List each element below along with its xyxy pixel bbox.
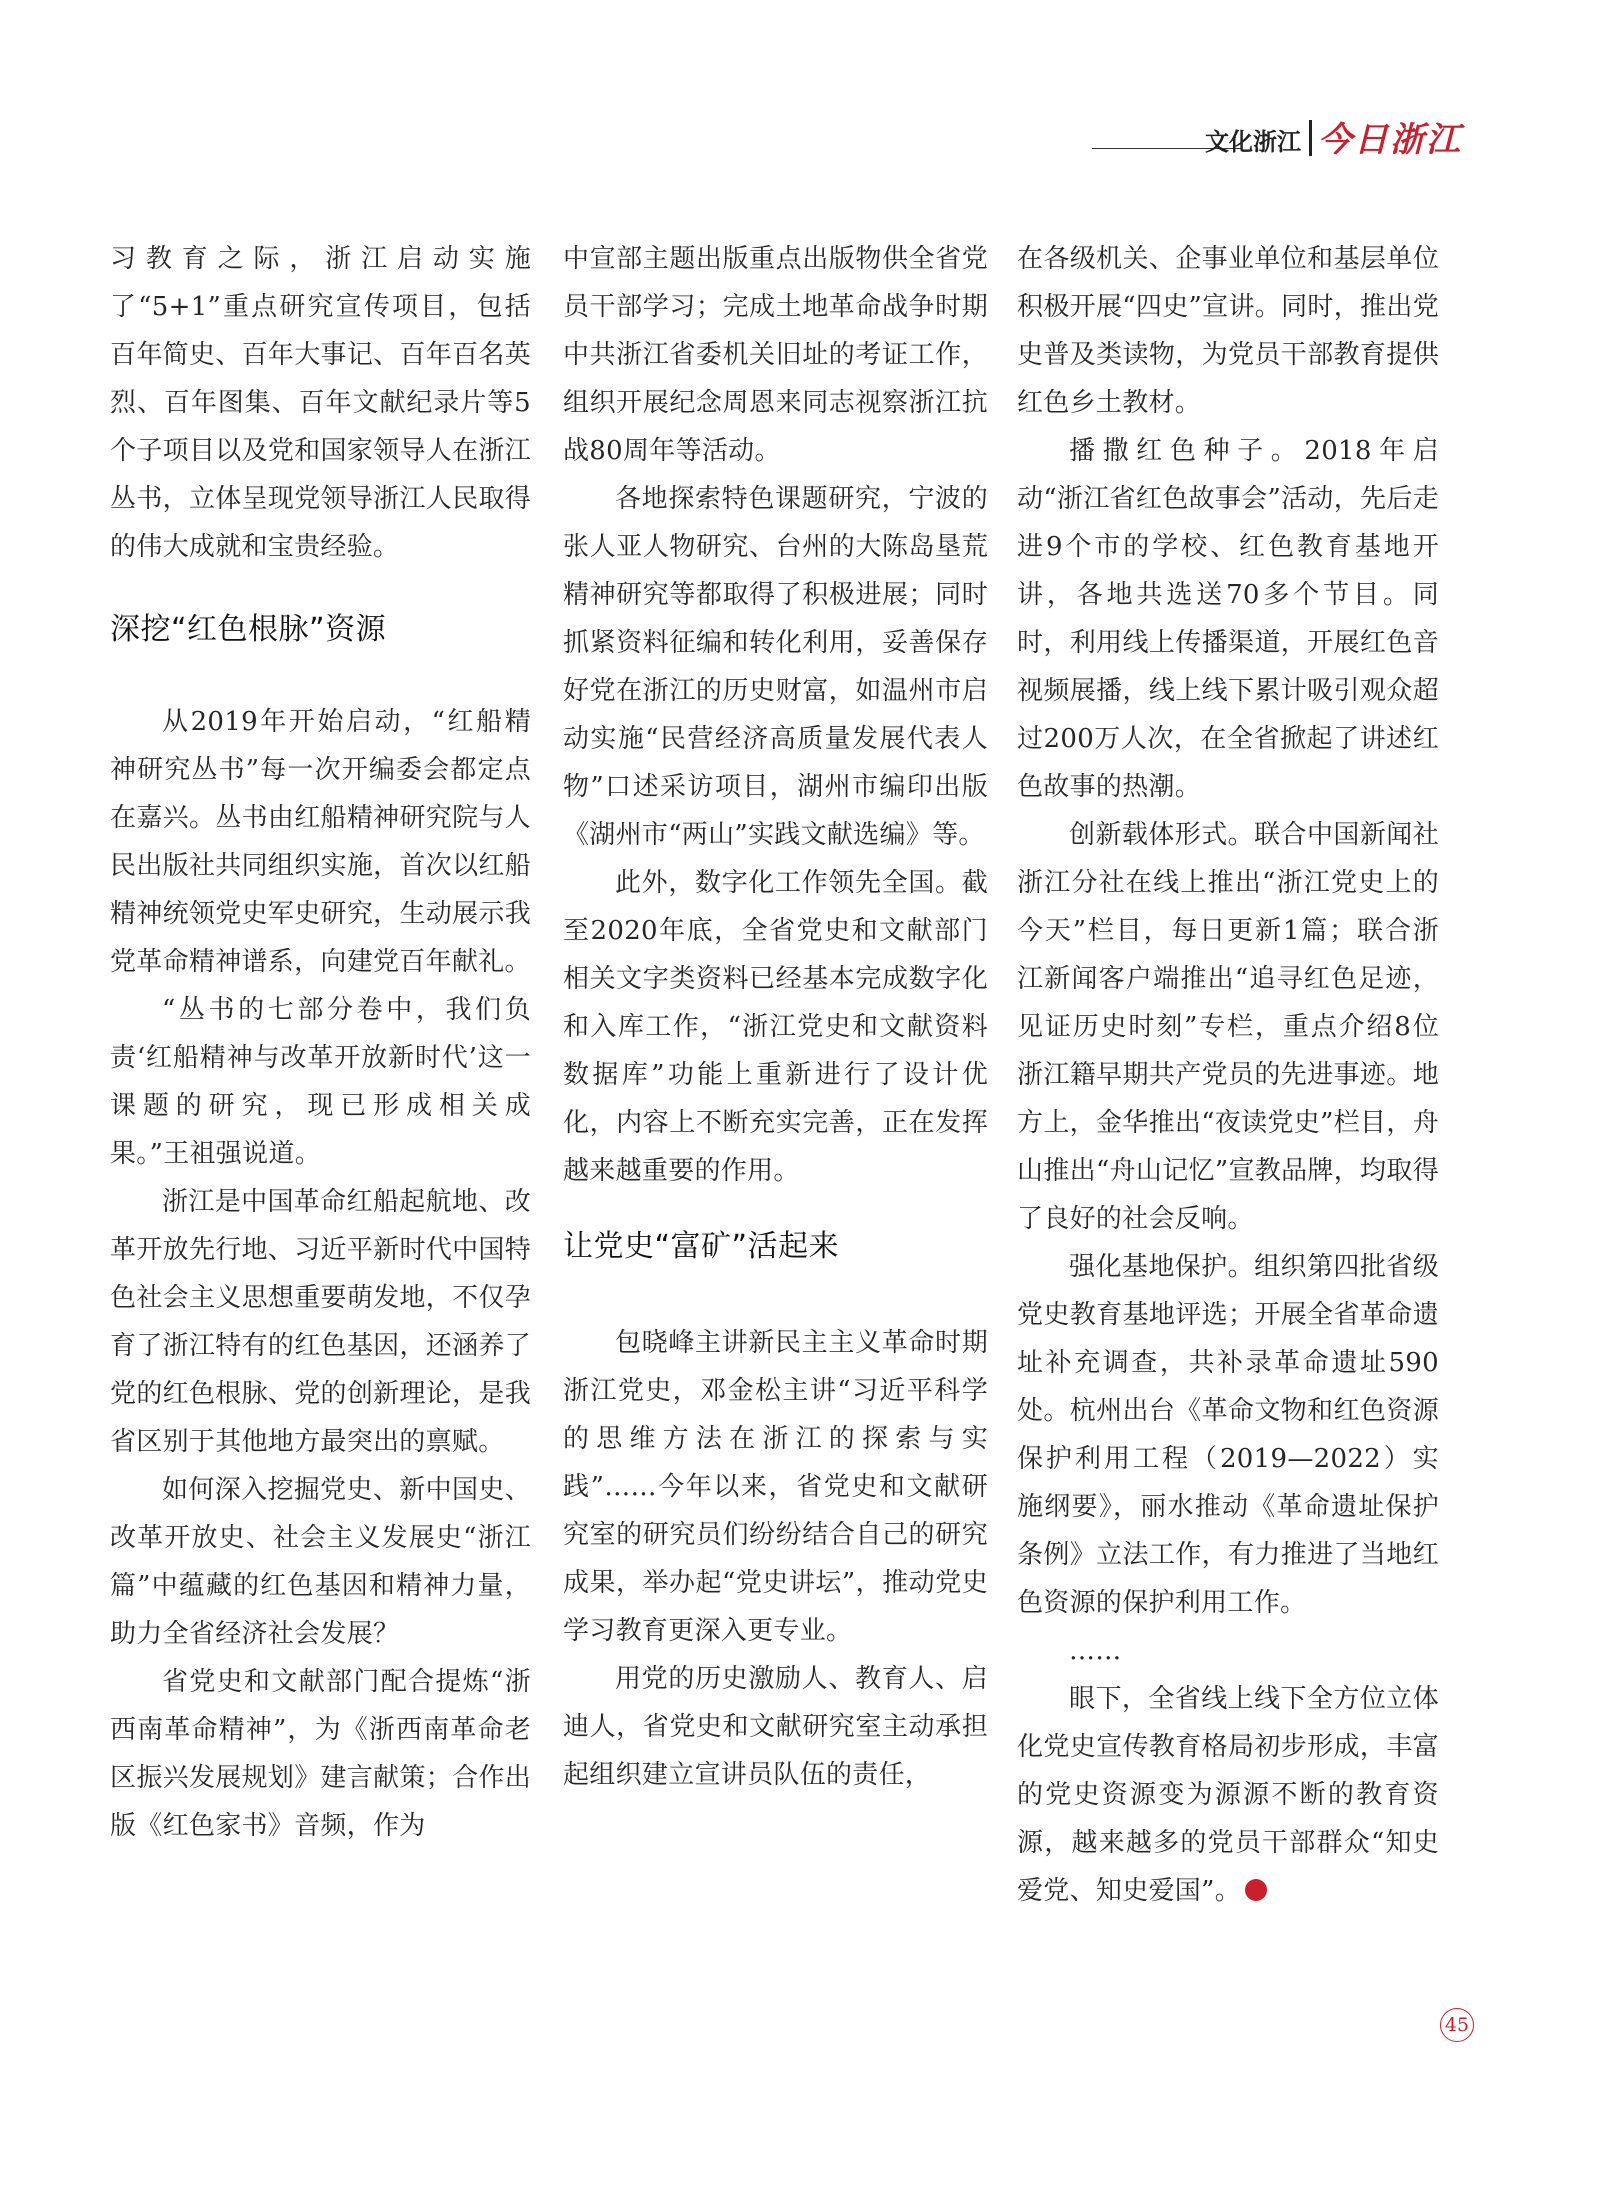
section-heading: 深挖“红色根脉”资源 <box>110 612 387 647</box>
paragraph: 浙江是中国革命红船起航地、改革开放先行地、习近平新时代中国特色社会主义思想重要萌发地，不仅孕育了浙江特有的红色基因，还涵养了党的红色根脉、党的创新理论，是我省区别于其他地方最突出的禀赋。 <box>110 1187 531 1457</box>
magazine-logo: 今日浙江 <box>1318 120 1462 160</box>
paragraph: 中宣部主题出版重点出版物供全省党员干部学习；完成土地革命战争时期中共浙江省委机关旧址的考证工作，组织开展纪念周恩来同志视察浙江抗战80周年等活动。 <box>563 244 988 466</box>
paragraph: 包晓峰主讲新民主主义革命时期浙江党史，邓金松主讲“习近平科学的思维方法在浙江的探索与实践”……今年以来，省党史和文献研究室的研究员们纷纷结合自己的研究成果，举办起“党史讲坛”，推动党史学习教育更深入更专业。 <box>563 1328 988 1646</box>
section-heading: 让党史“富矿”活起来 <box>563 1229 840 1264</box>
paragraph: 创新载体形式。联合中国新闻社浙江分社在线上推出“浙江党史上的今天”栏目，每日更新1篇；联合浙江新闻客户端推出“追寻红色足迹，见证历史时刻”专栏，重点介绍8位浙江籍早期共产党员的先进事迹。地方上，金华推出“夜读党史”栏目，舟山推出“舟山记忆”宣教品牌，均取得了良好的社会反响。 <box>1017 820 1439 1234</box>
paragraph: 如何深入挖掘党史、新中国史、改革开放史、社会主义发展史“浙江篇”中蕴藏的红色基因和精神力量，助力全省经济社会发展？ <box>110 1475 531 1649</box>
paragraph: “丛书的七部分卷中，我们负责‘红船精神与改革开放新时代’这一课题的研究，现已形成相关成果。”王祖强说道。 <box>110 995 531 1169</box>
paragraph: 用党的历史激励人、教育人、启迪人，省党史和文献研究室主动承担起组织建立宣讲员队伍的责任， <box>563 1664 988 1790</box>
paragraph: 从2019年开始启动，“红船精神研究丛书”每一次开编委会都定点在嘉兴。丛书由红船精神研究院与人民出版社共同组织实施，首次以红船精神统领党史军史研究，生动展示我党革命精神谱系，向建党百年献礼。 <box>110 707 531 977</box>
end-mark-icon <box>1245 1879 1267 1901</box>
paragraph: 播撒红色种子。2018年启动“浙江省红色故事会”活动，先后走进9个市的学校、红色教育基地开讲，各地共选送70多个节目。同时，利用线上传播渠道，开展红色音视频展播，线上线下累计吸引观众超过200万人次，在全省掀起了讲述红色故事的热潮。 <box>1017 436 1439 802</box>
page-number: 45 <box>1440 2008 1474 2042</box>
paragraph: …… <box>1069 1636 1122 1666</box>
paragraph: 此外，数字化工作领先全国。截至2020年底，全省党史和文献部门相关文字类资料已经基本完成数字化和入库工作，“浙江党史和文献资料数据库”功能上重新进行了设计优化，内容上不断充实完善，正在发挥越来越重要的作用。 <box>563 868 988 1186</box>
section-name: 文化浙江 <box>1205 128 1301 156</box>
article-column-1 <box>110 235 531 1850</box>
article-column-2 <box>563 235 988 1799</box>
paragraph: 习教育之际，浙江启动实施了“5+1”重点研究宣传项目，包括百年简史、百年大事记、百年百名英烈、百年图集、百年文献纪录片等5个子项目以及党和国家领导人在浙江丛书，立体呈现党领导浙江人民取得的伟大成就和宝贵经验。 <box>110 244 531 562</box>
paragraph-text: 眼下，全省线上线下全方位立体化党史宣传教育格局初步形成，丰富的党史资源变为源源不断的教育资源，越来越多的党员干部群众“知史爱党、知史爱国”。 <box>1017 1684 1439 1906</box>
header-separator <box>1309 120 1312 156</box>
paragraph: 省党史和文献部门配合提炼“浙西南革命精神”，为《浙西南革命老区振兴发展规划》建言献策；合作出版《红色家书》音频，作为 <box>110 1667 531 1841</box>
paragraph: 强化基地保护。组织第四批省级党史教育基地评选；开展全省革命遗址补充调查，共补录革命遗址590处。杭州出台《革命文物和红色资源保护利用工程（2019—2022）实施纲要》，丽水推动《革命遗址保护条例》立法工作，有力推进了当地红色资源的保护利用工作。 <box>1017 1252 1439 1618</box>
paragraph: 各地探索特色课题研究，宁波的张人亚人物研究、台州的大陈岛垦荒精神研究等都取得了积极进展；同时抓紧资料征编和转化利用，妥善保存好党在浙江的历史财富，如温州市启动实施“民营经济高质量发展代表人物”口述采访项目，湖州市编印出版《湖州市“两山”实践文献选编》等。 <box>563 484 988 850</box>
paragraph: 在各级机关、企事业单位和基层单位积极开展“四史”宣讲。同时，推出党史普及类读物，为党员干部教育提供红色乡土教材。 <box>1017 244 1439 418</box>
closing-paragraph <box>1017 1675 1439 1915</box>
article-column-3 <box>1017 235 1439 1915</box>
